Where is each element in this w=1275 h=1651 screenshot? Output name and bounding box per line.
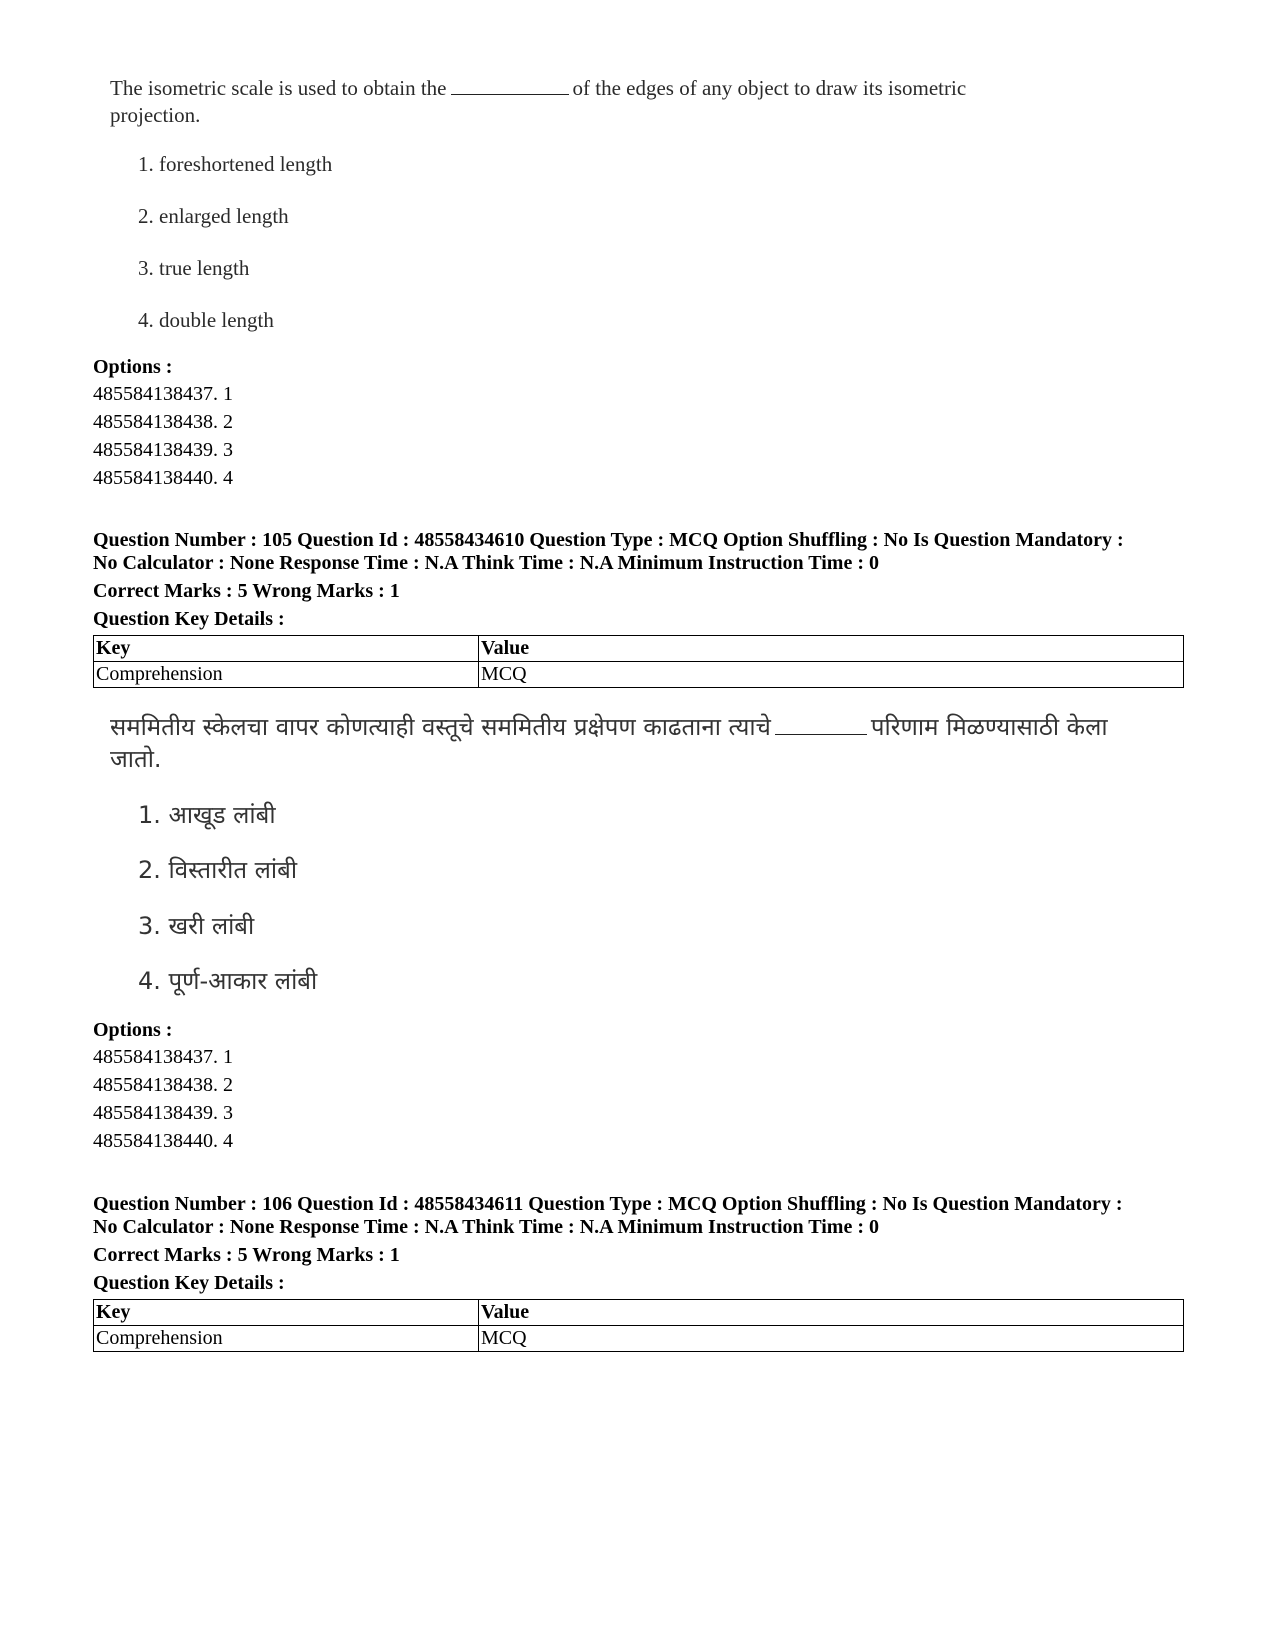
question-meta-line: No Calculator : None Response Time : N.A Think Time : N.A Minimum Instruction Time : 0 bbox=[93, 1216, 879, 1238]
option-item: 485584138439. 3 bbox=[93, 439, 233, 461]
table-header-cell: Key bbox=[94, 1300, 479, 1326]
table-row bbox=[94, 662, 1184, 688]
choice-item: 1. foreshortened length bbox=[138, 152, 333, 176]
options-list bbox=[93, 380, 233, 492]
options-list bbox=[93, 1043, 233, 1155]
table-cell: Comprehension bbox=[94, 662, 479, 688]
question-text-part: सममितीय स्केलचा वापर कोणत्याही वस्तूचे सममितीय प्रक्षेपण काढताना त्याचे bbox=[110, 713, 771, 741]
table-cell: MCQ bbox=[479, 1326, 1184, 1352]
question-text-part: projection. bbox=[110, 103, 201, 127]
options-label: Options : bbox=[93, 356, 173, 378]
table-header-cell: Value bbox=[479, 1300, 1184, 1326]
table-header-cell: Value bbox=[479, 636, 1184, 662]
choice-item: 3. खरी लांबी bbox=[138, 912, 255, 940]
question-meta bbox=[93, 1193, 1123, 1239]
option-item: 485584138437. 1 bbox=[93, 1046, 233, 1068]
question-text-part: The isometric scale is used to obtain the bbox=[110, 76, 447, 100]
answer-blank bbox=[451, 74, 569, 95]
option-item: 485584138437. 1 bbox=[93, 383, 233, 405]
choice-item: 2. विस्तारीत लांबी bbox=[138, 856, 298, 884]
question-text bbox=[110, 74, 1110, 129]
table-row bbox=[94, 1326, 1184, 1352]
option-item: 485584138440. 4 bbox=[93, 467, 233, 489]
marks-line: Correct Marks : 5 Wrong Marks : 1 bbox=[93, 580, 400, 602]
choice-item: 4. पूर्ण-आकार लांबी bbox=[138, 967, 318, 995]
choice-item: 1. आखूड लांबी bbox=[138, 801, 276, 829]
option-item: 485584138438. 2 bbox=[93, 411, 233, 433]
answer-blank bbox=[775, 710, 867, 735]
question-text-part: जातो. bbox=[110, 745, 162, 773]
table-header-row bbox=[94, 636, 1184, 662]
key-details-table bbox=[93, 635, 1184, 688]
question-meta-line: No Calculator : None Response Time : N.A Think Time : N.A Minimum Instruction Time : 0 bbox=[93, 552, 879, 574]
question-meta-line: Question Number : 106 Question Id : 48558434611 Question Type : MCQ Option Shuffling : No Is Question Mandatory : bbox=[93, 1193, 1123, 1215]
table-header-cell: Key bbox=[94, 636, 479, 662]
table-cell: Comprehension bbox=[94, 1326, 479, 1352]
question-meta bbox=[93, 529, 1124, 575]
options-label: Options : bbox=[93, 1019, 173, 1041]
question-text-part: परिणाम मिळण्यासाठी केला bbox=[870, 713, 1108, 741]
option-item: 485584138440. 4 bbox=[93, 1130, 233, 1152]
choice-item: 2. enlarged length bbox=[138, 204, 289, 228]
table-header-row bbox=[94, 1300, 1184, 1326]
table-cell: MCQ bbox=[479, 662, 1184, 688]
key-details-table bbox=[93, 1299, 1184, 1352]
key-details-label: Question Key Details : bbox=[93, 608, 285, 630]
choice-item: 4. double length bbox=[138, 308, 274, 332]
marks-line: Correct Marks : 5 Wrong Marks : 1 bbox=[93, 1244, 400, 1266]
question-text-part: of the edges of any object to draw its isometric bbox=[572, 76, 967, 100]
question-meta-line: Question Number : 105 Question Id : 48558434610 Question Type : MCQ Option Shuffling : No Is Question Mandatory : bbox=[93, 529, 1124, 551]
choice-item: 3. true length bbox=[138, 256, 250, 280]
option-item: 485584138438. 2 bbox=[93, 1074, 233, 1096]
question-text-marathi bbox=[110, 710, 1190, 775]
key-details-label: Question Key Details : bbox=[93, 1272, 285, 1294]
option-item: 485584138439. 3 bbox=[93, 1102, 233, 1124]
